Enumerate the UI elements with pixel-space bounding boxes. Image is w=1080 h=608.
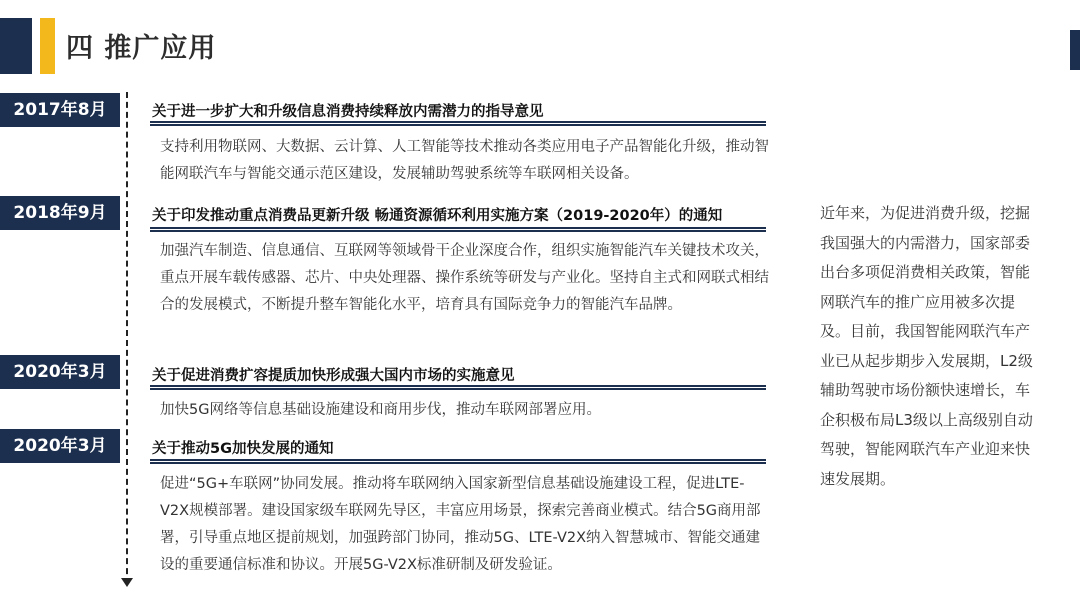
header-right-bar [1070, 30, 1080, 70]
date-badge: 2018年9月 [0, 196, 120, 230]
title-underline [150, 385, 766, 390]
policy-title: 关于印发推动重点消费品更新升级 畅通资源循环利用实施方案（2019-2020年）的通知 [152, 208, 723, 224]
title-underline [150, 227, 766, 232]
policy-body: 促进“5G+车联网”协同发展。推动将车联网纳入国家新型信息基础设施建设工程，促进LTE-V2X规模部署。建设国家级车联网先导区，丰富应用场景，探索完善商业模式。结合5G商用部署，引导重点地区提前规划，加强跨部门协同，推动5G、LTE-V2X纳入智慧城市、智能交通建设的重要通信标准和协议。开展5G-V2X标准研制及研发验证。 [160, 476, 761, 573]
timeline-arrow-icon [121, 578, 133, 587]
timeline-dashed-line [126, 92, 128, 584]
title-underline [150, 459, 766, 464]
policy-body: 加快5G网络等信息基础设施建设和商用步伐，推动车联网部署应用。 [160, 402, 601, 418]
policy-title: 关于进一步扩大和升级信息消费持续释放内需潜力的指导意见 [152, 104, 544, 120]
policy-title: 关于促进消费扩容提质加快形成强大国内市场的实施意见 [152, 368, 515, 384]
page-title: 四 推广应用 [66, 33, 217, 64]
date-badge: 2020年3月 [0, 429, 120, 463]
date-badge: 2020年3月 [0, 355, 120, 389]
summary-paragraph: 近年来，为促进消费升级，挖掘我国强大的内需潜力，国家部委出台多项促消费相关政策，智能网联汽车的推广应用被多次提及。目前，我国智能网联汽车产业已从起步期步入发展期，L2级辅助驾驶市场份额快速增长，车企积极布局L3级以上高级别自动驾驶，智能网联汽车产业迎来快速发展期。 [820, 204, 1033, 488]
date-badge: 2017年8月 [0, 93, 120, 127]
header-gold-bar [40, 18, 55, 74]
policy-body: 加强汽车制造、信息通信、互联网等领域骨干企业深度合作，组织实施智能汽车关键技术攻关，重点开展车载传感器、芯片、中央处理器、操作系统等研发与产业化。坚持自主式和网联式相结合的发展模式，不断提升整车智能化水平，培育具有国际竞争力的智能汽车品牌。 [160, 243, 769, 313]
policy-title: 关于推动5G加快发展的通知 [152, 441, 334, 457]
title-underline [150, 121, 766, 126]
policy-body: 支持利用物联网、大数据、云计算、人工智能等技术推动各类应用电子产品智能化升级，推动智能网联汽车与智能交通示范区建设，发展辅助驾驶系统等车联网相关设备。 [160, 139, 769, 182]
header-navy-bar [0, 18, 32, 74]
